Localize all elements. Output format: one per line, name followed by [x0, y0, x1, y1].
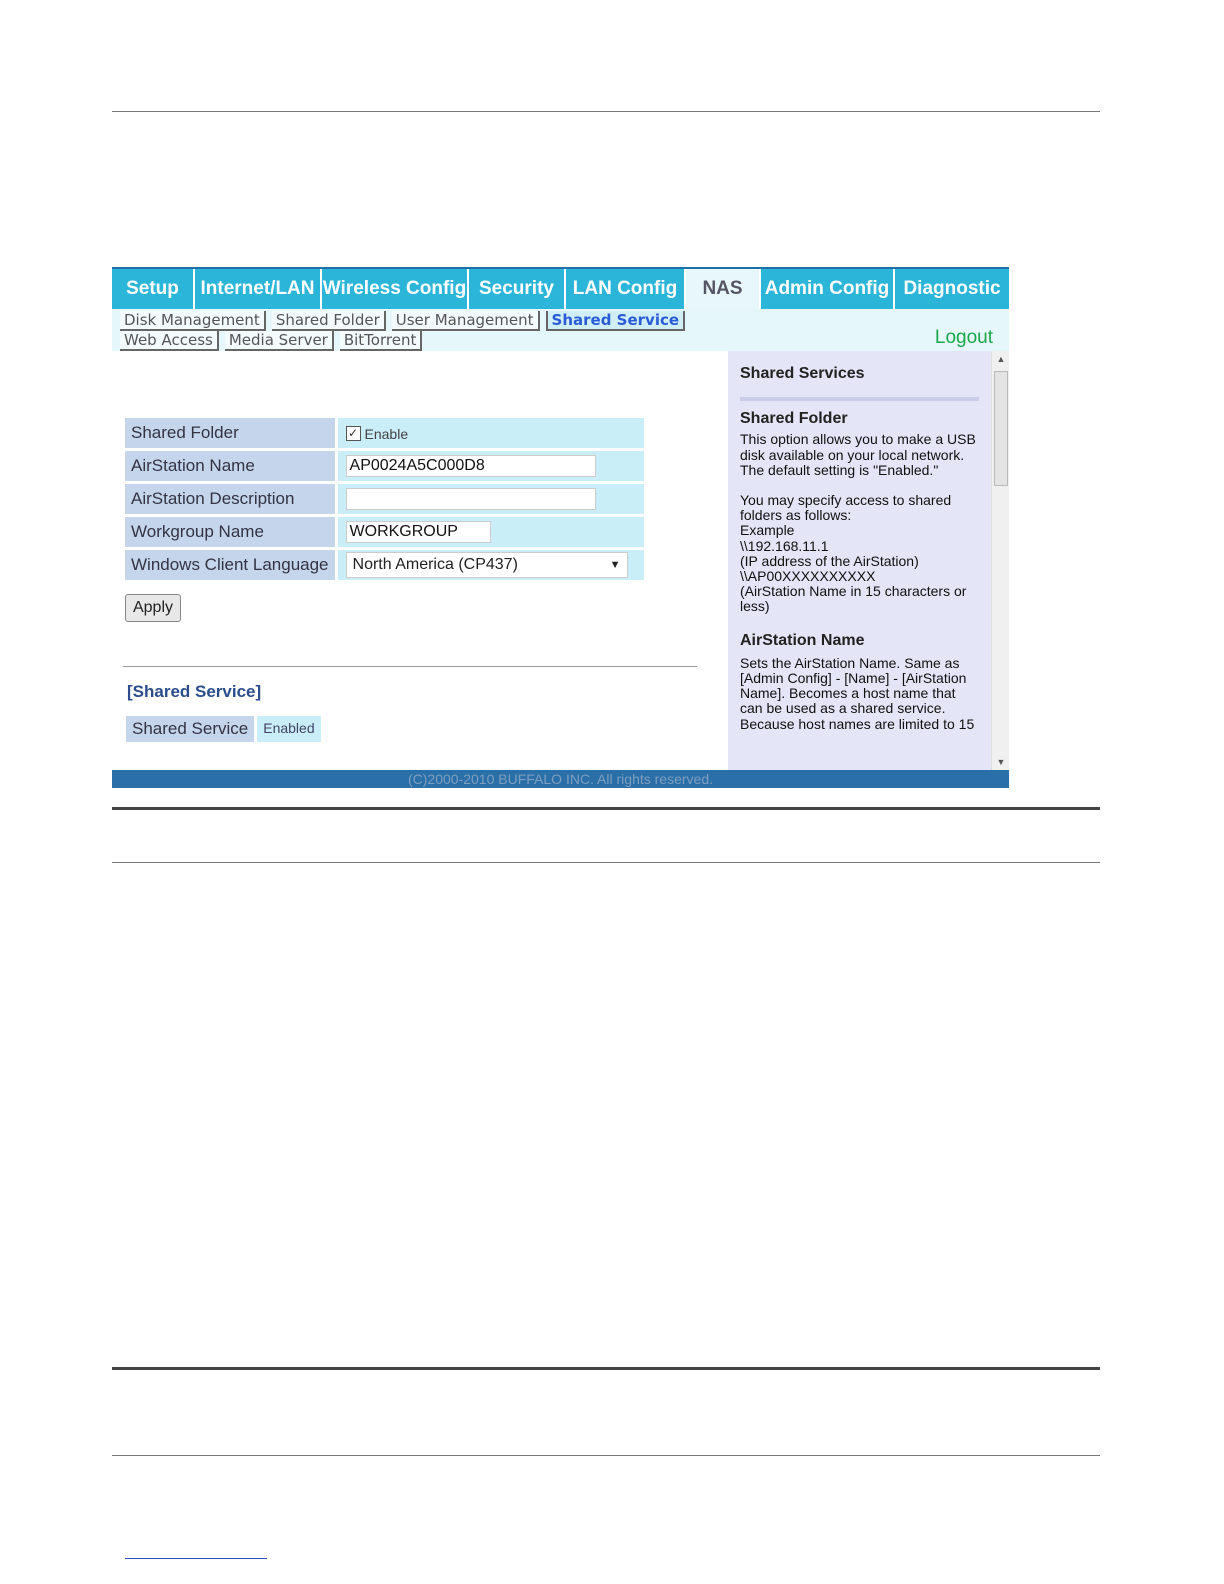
page-top-rule: [112, 111, 1100, 112]
table-row: [125, 517, 644, 547]
dropdown-arrow-icon[interactable]: ▼: [609, 559, 621, 571]
tab-admin-config[interactable]: Admin Config: [761, 269, 895, 309]
table-row: [125, 451, 644, 481]
help-text: \\192.168.11.1: [740, 537, 829, 554]
page-link-underline: [125, 1558, 267, 1559]
help-text: You may specify access to shared folders as follows:: [740, 492, 952, 524]
help-divider: [740, 397, 979, 401]
scroll-down-arrow-icon[interactable]: ▼: [996, 757, 1006, 767]
subtab-shared-service[interactable]: Shared Service: [546, 311, 686, 331]
help-section-title: Shared Folder: [740, 410, 848, 428]
sub-navigation: [112, 309, 1009, 351]
workgroup-name-cell: [338, 517, 644, 547]
settings-form-area: [112, 351, 728, 770]
help-text: (AirStation Name in 15 characters or less): [740, 583, 967, 615]
subtab-user-management[interactable]: User Management: [392, 311, 540, 331]
section-divider: [123, 666, 697, 667]
windows-client-language-cell: [338, 550, 644, 580]
page-rule: [112, 1455, 1100, 1456]
workgroup-name-input[interactable]: WORKGROUP: [346, 521, 491, 543]
scroll-up-arrow-icon[interactable]: ▲: [996, 354, 1006, 364]
table-row: [125, 550, 644, 580]
tab-nas[interactable]: NAS: [686, 269, 761, 309]
workgroup-name-label: Workgroup Name: [125, 517, 338, 547]
windows-client-language-label: Windows Client Language: [125, 550, 338, 580]
page-rule: [112, 862, 1100, 863]
airstation-name-cell: [338, 451, 644, 481]
airstation-description-label: AirStation Description: [125, 484, 338, 514]
subtab-bittorrent[interactable]: BitTorrent: [340, 331, 423, 351]
shared-folder-label: Shared Folder: [125, 418, 338, 448]
select-value: North America (CP437): [352, 556, 518, 573]
sub-tab-row: [120, 331, 422, 351]
tab-lan-config[interactable]: LAN Config: [566, 269, 686, 309]
airstation-description-input[interactable]: [346, 488, 596, 510]
tab-wireless-config[interactable]: Wireless Config: [322, 269, 469, 309]
shared-folder-value: [338, 418, 644, 448]
shared-service-heading: [Shared Service]: [127, 682, 262, 701]
help-title: Shared Services: [740, 365, 865, 382]
page-rule: [112, 1367, 1100, 1370]
subtab-shared-folder[interactable]: Shared Folder: [272, 311, 386, 331]
airstation-name-input[interactable]: AP0024A5C000D8: [346, 455, 596, 477]
tab-security[interactable]: Security: [469, 269, 566, 309]
tab-diagnostic[interactable]: Diagnostic: [903, 278, 1001, 299]
help-scrollbar[interactable]: [991, 351, 1009, 770]
copyright-footer: (C)2000-2010 BUFFALO INC. All rights reserved.: [112, 770, 1009, 788]
airstation-name-label: AirStation Name: [125, 451, 338, 481]
checkmark-icon[interactable]: ✓: [346, 426, 361, 441]
help-panel: [728, 351, 991, 770]
settings-table: [125, 415, 644, 583]
help-section-title: AirStation Name: [740, 631, 865, 649]
apply-button[interactable]: Apply: [125, 594, 181, 622]
router-config-screenshot: [112, 267, 1009, 788]
shared-service-status-row: [126, 716, 321, 742]
help-text: This option allows you to make a USB disk available on your local network. The default setting is "Enabled.": [740, 431, 976, 478]
help-text: \\AP00XXXXXXXXXX: [740, 568, 876, 585]
help-text: Example: [740, 522, 795, 539]
subtab-media-server[interactable]: Media Server: [225, 331, 334, 351]
main-tab-bar: [112, 269, 1009, 309]
subtab-disk-management[interactable]: Disk Management: [120, 311, 266, 331]
help-text: (IP address of the AirStation): [740, 552, 919, 569]
sub-tab-row: [120, 311, 685, 331]
subtab-web-access[interactable]: Web Access: [120, 331, 219, 351]
checkbox-label: Enable: [364, 425, 409, 442]
shared-service-status: Enabled: [257, 716, 320, 742]
table-row: [125, 418, 644, 448]
logout-link[interactable]: Logout: [934, 327, 993, 348]
page-rule: [112, 807, 1100, 810]
shared-service-label: Shared Service: [126, 716, 254, 742]
tab-setup[interactable]: Setup: [112, 269, 195, 309]
help-text: Sets the AirStation Name. Same as [Admin Config] - [Name] - [AirStation Name]. Becomes a host name that can be used as a shared service. Because host names are limited to 15: [740, 654, 975, 732]
table-row: [125, 484, 644, 514]
tab-internet-lan[interactable]: Internet/LAN: [195, 269, 322, 309]
scrollbar-thumb[interactable]: [994, 371, 1008, 486]
shared-folder-checkbox[interactable]: [346, 426, 409, 442]
airstation-description-cell: [338, 484, 644, 514]
windows-client-language-select[interactable]: [346, 552, 628, 578]
